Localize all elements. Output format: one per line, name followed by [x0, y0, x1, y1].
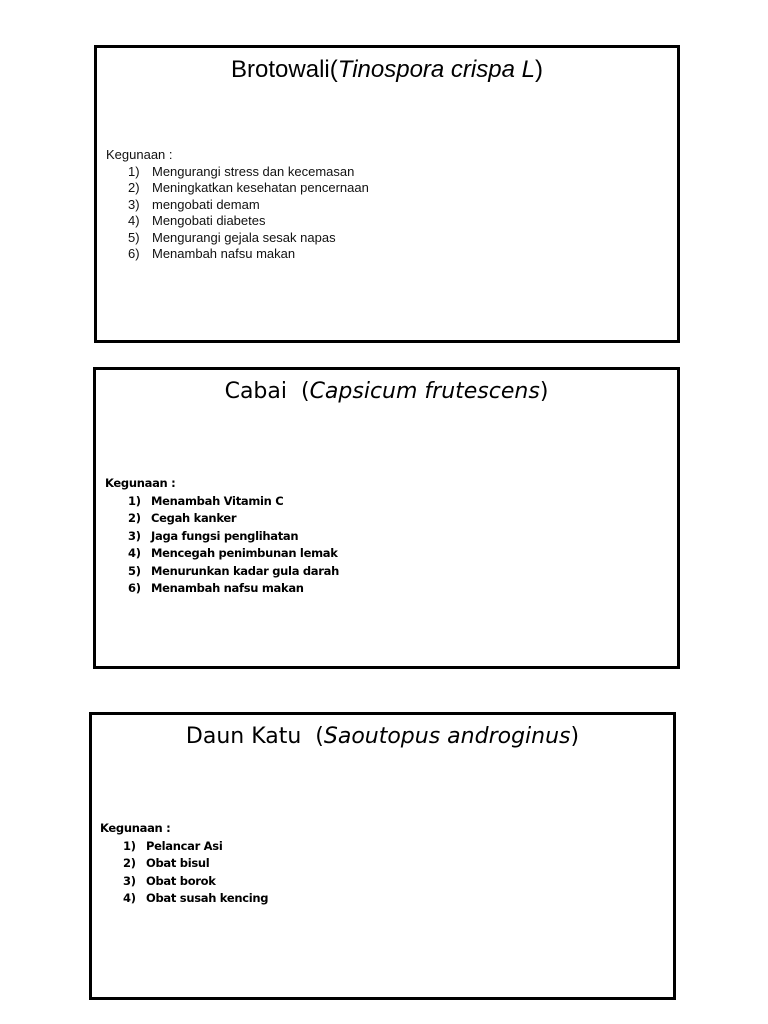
list-item-text: Mengurangi gejala sesak napas: [152, 229, 336, 245]
list-item-text: mengobati demam: [152, 196, 260, 212]
list-item: [128, 164, 369, 181]
plant-card-brotowali: [94, 45, 680, 343]
list-item: [128, 510, 339, 528]
plant-common-name: Brotowali: [231, 56, 330, 83]
list-item-text: Menambah Vitamin C: [151, 493, 284, 508]
plant-title: Daun Katu (Saoutopus androginus): [185, 724, 580, 749]
list-item-text: Mencegah penimbunan lemak: [151, 546, 338, 560]
uses-section: [100, 820, 268, 908]
list-item-number: 3): [123, 873, 136, 888]
list-item-number: 6): [128, 246, 140, 261]
plant-common-name: Cabai: [224, 379, 301, 404]
list-item-number: 6): [128, 581, 141, 595]
list-item: [128, 246, 369, 263]
plant-card-daun-katu: [89, 712, 676, 1000]
list-item-number: 5): [128, 563, 141, 578]
uses-list: [100, 838, 268, 908]
uses-list: [106, 164, 369, 263]
plant-latin-name: Tinospora crispa L: [337, 56, 535, 83]
list-item-number: 5): [128, 229, 140, 245]
list-item-text: Jaga fungsi penglihatan: [151, 528, 299, 543]
list-item-number: 1): [128, 163, 140, 179]
uses-heading: Kegunaan :: [106, 147, 173, 162]
list-item: [123, 873, 268, 891]
uses-heading: Kegunaan :: [105, 476, 176, 490]
list-item-text: Mengobati diabetes: [152, 213, 266, 228]
list-item-text: Meningkatkan kesehatan pencernaan: [152, 180, 369, 195]
uses-list: [105, 493, 339, 598]
uses-section: [105, 475, 339, 598]
plant-latin-name: Saoutopus androginus: [323, 724, 571, 749]
list-item: [128, 180, 369, 197]
list-item-number: 4): [128, 546, 141, 560]
list-item-text: Menurunkan kadar gula darah: [151, 563, 339, 578]
list-item-number: 1): [123, 838, 136, 853]
list-item: [128, 580, 339, 598]
list-item-text: Obat bisul: [146, 856, 210, 870]
list-item-number: 2): [128, 511, 141, 525]
list-item: [128, 230, 369, 247]
list-item-number: 2): [128, 180, 140, 195]
plant-title: Brotowali(Tinospora crispa L): [231, 56, 543, 83]
list-item: [128, 528, 339, 546]
list-item-number: 4): [123, 891, 136, 905]
list-item-text: Pelancar Asi: [146, 838, 223, 853]
plant-common-name: Daun Katu: [185, 724, 316, 749]
uses-section: [106, 147, 369, 263]
list-item-number: 3): [128, 528, 141, 543]
list-item: [128, 493, 339, 511]
list-item-text: Menambah nafsu makan: [152, 246, 296, 261]
list-item: [128, 545, 339, 563]
list-item-number: 3): [128, 196, 140, 212]
list-item-number: 1): [128, 493, 141, 508]
plant-card-cabai: [93, 367, 680, 669]
plant-latin-name: Capsicum frutescens: [309, 379, 540, 404]
list-item: [128, 213, 369, 230]
plant-title: Cabai (Capsicum frutescens): [224, 379, 549, 404]
list-item-text: Obat susah kencing: [146, 891, 269, 905]
list-item: [128, 197, 369, 214]
list-item: [123, 890, 268, 908]
list-item-text: Mengurangi stress dan kecemasan: [152, 163, 355, 179]
uses-heading: Kegunaan :: [100, 821, 171, 835]
list-item-text: Cegah kanker: [151, 511, 237, 525]
list-item: [123, 838, 268, 856]
list-item-text: Obat borok: [146, 873, 216, 888]
list-item-number: 2): [123, 856, 136, 870]
list-item: [128, 563, 339, 581]
list-item-text: Menambah nafsu makan: [151, 581, 304, 595]
list-item: [123, 855, 268, 873]
list-item-number: 4): [128, 213, 140, 228]
